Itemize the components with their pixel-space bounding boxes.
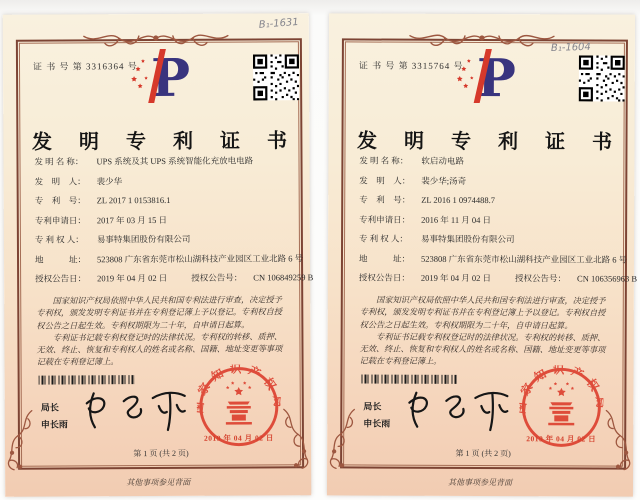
field-grant-date (35, 274, 167, 283)
field-label: 发 明 名 称： (34, 156, 84, 167)
field-value: 2016 年 11 月 04 日 (421, 214, 491, 225)
director-signature (402, 385, 517, 436)
field-label: 授权公告号： (515, 273, 567, 284)
certificate-number: 证 书 号 第 3315764 号 (358, 60, 464, 71)
qr-code (579, 55, 625, 101)
field-value: 523808 广东省东莞市松山湖科技产业园区工业北路 6 号 (96, 252, 304, 264)
field-grant-date (359, 273, 491, 282)
certificate-title: 发 明 专 利 证 书 (31, 130, 298, 154)
field-value: UPS 系统及其 UPS 系统智能化充放电电路 (96, 155, 254, 167)
field-label: 专利申请日： (359, 213, 411, 225)
field-grant-no (515, 274, 637, 283)
legal-paragraph-1: 国家知识产权局依照中华人民共和国专利法进行审查，决定授予专利权，颁发发明专利证书并在专利登记簿上予以登记。专利权自授权公告之日起生效。专利权期限为二十年，自申请日起算。 (359, 295, 606, 330)
director-name: 申长雨 (40, 419, 68, 430)
field-label: 授权公告号： (191, 272, 243, 283)
corner-flourish-icon (280, 407, 310, 471)
field-label: 专 利 权 人： (34, 234, 84, 245)
director-title: 局长 (40, 402, 59, 413)
barcode (39, 375, 135, 385)
field-patentee (35, 234, 293, 244)
field-label: 专 利 号： (34, 195, 86, 206)
field-label: 专利申请日： (34, 214, 86, 226)
field-patent-no (35, 195, 293, 205)
legal-text (360, 294, 612, 369)
qr-code (253, 54, 299, 100)
handwritten-note: B₁-1631 (258, 16, 300, 31)
corner-flourish-icon (602, 409, 632, 473)
director-block (41, 399, 68, 433)
field-invention-name (34, 156, 292, 166)
field-grant-no (191, 273, 313, 282)
field-label: 专 利 号： (359, 194, 411, 205)
field-value: CN 106849259 B (253, 272, 314, 283)
field-label: 发 明 名 称： (359, 155, 409, 166)
handwritten-note: B₁-1604 (550, 41, 592, 54)
field-value: 软启动电路 (421, 155, 464, 166)
field-value: ZL 2016 1 0974488.7 (421, 194, 496, 206)
field-label: 授权公告日： (358, 272, 410, 283)
field-label: 发 明 人： (34, 175, 86, 187)
director-title: 局长 (363, 401, 382, 412)
seal-date: 2019 年 04 月 02 日 (526, 434, 597, 444)
field-value: ZL 2017 1 0153816.1 (96, 194, 171, 206)
field-value: 裴少华;汤奇 (421, 175, 467, 186)
field-filing-date (359, 215, 617, 225)
border-ornament-icon (81, 27, 231, 52)
certificate-fields (358, 155, 638, 294)
field-filing-date (35, 215, 293, 225)
corner-flourish-icon (328, 407, 358, 471)
field-grant (35, 272, 314, 284)
director-signature (80, 385, 195, 436)
field-patent-no (359, 195, 617, 205)
field-label: 专 利 权 人： (359, 233, 408, 244)
field-grant (358, 272, 638, 284)
certificate-frame (16, 38, 314, 469)
certificate-frame (340, 38, 638, 469)
director-name: 申长雨 (363, 418, 391, 429)
reverse-side-note: 其他事项参见背面 (447, 477, 513, 488)
field-address (358, 252, 628, 265)
reverse-side-note: 其他事项参见背面 (126, 477, 191, 488)
field-value: 裴少华 (96, 175, 123, 186)
field-label: 发 明 人： (359, 174, 411, 186)
field-value: 2017 年 03 月 15 日 (96, 214, 167, 225)
field-value: 523808 广东省东莞市松山湖科技产业园区工业北路 6 号 (420, 253, 628, 265)
field-value: CN 106356963 B (577, 273, 638, 284)
cnipa-logo-icon (455, 49, 515, 107)
field-value: 2019 年 04 月 02 日 (97, 272, 168, 284)
certificate-title: 发 明 专 利 证 书 (356, 130, 624, 154)
page-number: 第 1 页 (共 2 页) (133, 448, 189, 459)
page-number: 第 1 页 (共 2 页) (455, 448, 511, 459)
field-label: 授权公告日： (35, 273, 87, 284)
field-patentee (359, 234, 617, 244)
field-address (34, 252, 304, 265)
legal-text (36, 294, 288, 369)
legal-paragraph-1: 国家知识产权局依照中华人民共和国专利法进行审查，决定授予专利权，颁发发明专利证书并在专利登记簿上予以登记。专利权自授权公告之日起生效。专利权期限为二十年，自申请日起算。 (36, 295, 282, 331)
field-label: 地 址： (358, 252, 411, 264)
director-block (363, 398, 390, 432)
field-inventor (359, 176, 617, 186)
corner-flourish-icon (6, 409, 36, 473)
field-label: 地 址： (34, 253, 87, 265)
legal-paragraph-2: 专利证书记载专利权登记时的法律状况。专利权的转移、质押、无效、终止、恢复和专利权人的姓名或名称、国籍、地址变更等事项记载在专利登记簿上。 (36, 332, 283, 368)
patent-certificate-right (327, 13, 638, 496)
certificate-fields (34, 155, 314, 294)
patent-certificate-left (3, 13, 312, 497)
cnipa-logo-icon (129, 49, 189, 107)
field-value: 2019 年 04 月 02 日 (420, 272, 492, 284)
legal-paragraph-2: 专利证书记载专利权登记时的法律状况。专利权的转移、质押、无效、终止、恢复和专利权人的姓名或名称、国籍、地址变更等事项记载在专利登记簿上。 (359, 332, 606, 367)
field-inventor (35, 176, 293, 186)
barcode (361, 374, 457, 383)
border-ornament-icon (407, 27, 557, 52)
field-invention-name (359, 156, 617, 166)
certificate-number: 证 书 号 第 3316364 号 (32, 61, 138, 72)
field-value: 易事特集团股份有限公司 (96, 233, 191, 245)
field-value: 易事特集团股份有限公司 (421, 233, 515, 245)
seal-date: 2019 年 04 月 02 日 (203, 433, 274, 443)
